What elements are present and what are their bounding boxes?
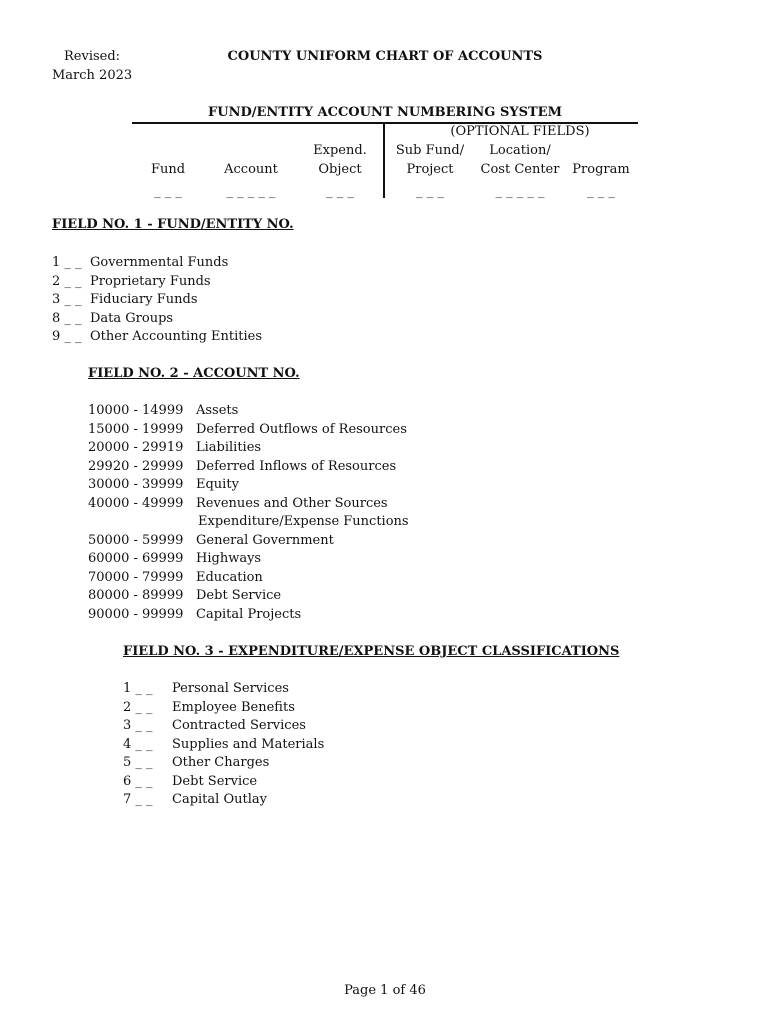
list-item (88, 513, 588, 532)
item-code: 9 _ _ (52, 329, 82, 344)
item-label: Debt Service (196, 588, 282, 603)
list-item (123, 717, 523, 736)
item-code: 10000 - 14999 (88, 403, 184, 418)
item-code: 3 _ _ (52, 292, 82, 307)
item-code: 2 _ _ (52, 273, 82, 289)
col-location-label-1: Location/ (489, 143, 551, 158)
list-item (88, 532, 588, 551)
col-fund-label: Fund (150, 162, 186, 177)
optional-fields-label: (OPTIONAL FIELDS) (450, 124, 590, 139)
item-label: Governmental Funds (90, 255, 229, 270)
col-program-label: Program (572, 162, 630, 177)
item-code: 80000 - 89999 (88, 588, 184, 603)
item-code: 4 _ _ (123, 736, 153, 752)
col-fund-blank: _ _ _ (154, 184, 182, 199)
item-label: Expenditure/Expense Functions (198, 514, 409, 529)
item-label: Capital Projects (196, 606, 302, 622)
list-item (52, 273, 452, 292)
list-item (123, 736, 523, 755)
list-item (88, 421, 588, 440)
item-code: 1 _ _ (52, 255, 82, 270)
item-code: 70000 - 79999 (88, 569, 184, 585)
optional-divider (383, 123, 385, 198)
item-code: 6 _ _ (123, 773, 153, 789)
col-program-blank: _ _ _ (587, 184, 615, 199)
col-account-label: Account (224, 162, 278, 177)
list-item (123, 773, 523, 792)
list-item (88, 606, 588, 625)
list-item (88, 402, 588, 421)
item-label: Contracted Services (172, 718, 306, 733)
item-label: Employee Benefits (172, 699, 295, 715)
col-object-label-2: Object (318, 162, 362, 177)
field2-heading: FIELD NO. 2 - ACCOUNT NO. (88, 366, 300, 381)
col-location-label-2: Cost Center (480, 162, 560, 177)
page-number: Page 1 of 46 (344, 983, 426, 998)
list-item (88, 458, 588, 477)
item-label: Capital Outlay (172, 792, 267, 807)
list-item (88, 569, 588, 588)
item-code: 60000 - 69999 (88, 551, 184, 566)
item-code: 29920 - 29999 (88, 458, 184, 474)
list-item (88, 587, 588, 606)
item-label: Data Groups (90, 310, 174, 326)
field1-heading: FIELD NO. 1 - FUND/ENTITY NO. (52, 217, 294, 232)
list-item (123, 699, 523, 718)
item-label: Proprietary Funds (90, 273, 211, 289)
item-label: Equity (196, 477, 239, 492)
item-code: 3 _ _ (123, 718, 153, 733)
item-label: Fiduciary Funds (90, 292, 198, 307)
field1-list (52, 254, 452, 347)
list-item (88, 495, 588, 514)
list-item (123, 791, 523, 810)
item-label: Other Charges (172, 755, 270, 770)
document-title: COUNTY UNIFORM CHART OF ACCOUNTS (227, 49, 543, 64)
item-code: 7 _ _ (123, 792, 153, 807)
field3-list (123, 680, 523, 810)
revised-date: March 2023 (52, 68, 133, 83)
list-item (52, 291, 452, 310)
list-item (88, 476, 588, 495)
item-code: 20000 - 29919 (88, 440, 184, 455)
col-subfund-blank: _ _ _ (416, 184, 444, 199)
item-code: 8 _ _ (52, 310, 82, 326)
col-object-blank: _ _ _ (326, 184, 354, 199)
list-item (123, 754, 523, 773)
list-item (88, 550, 588, 569)
item-label: Revenues and Other Sources (196, 495, 388, 511)
revised-label: Revised: (64, 49, 121, 64)
list-item (52, 254, 452, 273)
col-account-blank: _ _ _ _ _ (226, 184, 276, 199)
field3-heading: FIELD NO. 3 - EXPENDITURE/EXPENSE OBJECT CLASSIFICATIONS (123, 644, 620, 659)
item-code: 2 _ _ (123, 699, 153, 715)
item-label: Deferred Outflows of Resources (196, 421, 407, 437)
col-object-label-1: Expend. (313, 143, 367, 158)
item-code: 40000 - 49999 (88, 495, 184, 511)
col-subfund-label-1: Sub Fund/ (395, 143, 465, 158)
item-code: 1 _ _ (123, 681, 153, 696)
item-code: 90000 - 99999 (88, 606, 184, 622)
item-code: 30000 - 39999 (88, 477, 184, 492)
item-label: General Government (196, 532, 334, 548)
item-label: Supplies and Materials (172, 736, 325, 752)
item-label: Debt Service (172, 773, 258, 789)
field2-list (88, 402, 588, 624)
list-item (123, 680, 523, 699)
col-location-blank: _ _ _ _ _ (495, 184, 545, 199)
item-code: 5 _ _ (123, 755, 153, 770)
item-label: Personal Services (172, 681, 289, 696)
col-subfund-label-2: Project (406, 162, 454, 177)
item-label: Other Accounting Entities (90, 329, 263, 344)
item-code: 15000 - 19999 (88, 421, 184, 437)
list-item (52, 328, 452, 347)
item-label: Assets (196, 403, 239, 418)
item-label: Deferred Inflows of Resources (196, 458, 397, 474)
item-label: Liabilities (196, 440, 262, 455)
list-item (88, 439, 588, 458)
item-label: Education (196, 569, 263, 585)
item-code: 50000 - 59999 (88, 532, 184, 548)
item-label: Highways (196, 551, 262, 566)
list-item (52, 310, 452, 329)
numbering-title: FUND/ENTITY ACCOUNT NUMBERING SYSTEM (208, 105, 562, 120)
